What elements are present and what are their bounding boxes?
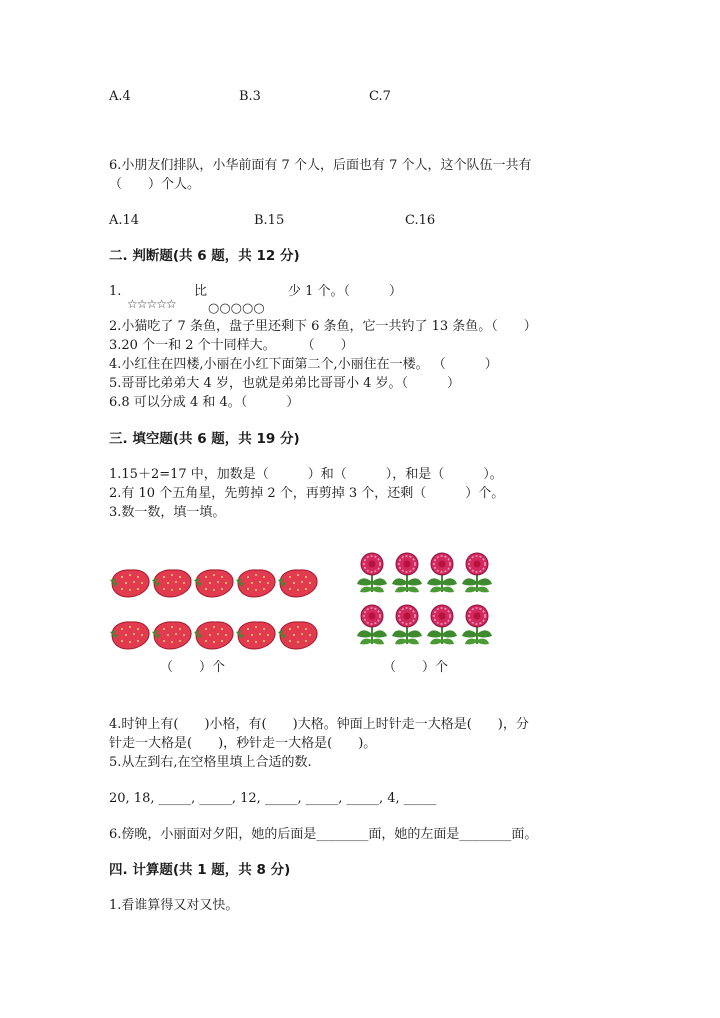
question-6-line1: 6.小朋友们排队，小华前面有 7 个人，后面也有 7 个人，这个队伍一共有 [109, 158, 532, 173]
strawberry-icon [278, 570, 317, 597]
flower-icon [357, 553, 387, 592]
judge-2: 2.小猫吃了 7 条鱼，盘子里还剩下 6 条鱼，它一共钓了 13 条鱼。（ ） [109, 319, 537, 334]
flower-picture [353, 550, 497, 650]
strawberry-icon [236, 570, 275, 597]
strawberry-picture [108, 566, 324, 662]
option-b[interactable]: B.3 [239, 89, 261, 104]
judge-5: 5.哥哥比弟弟大 4 岁，也就是弟弟比哥哥小 4 岁。（ ） [109, 376, 460, 391]
flower-icon [427, 605, 457, 644]
flower-icon [392, 553, 422, 592]
option-a[interactable]: A.14 [109, 213, 140, 228]
judge-4: 4.小红住在四楼,小丽在小红下面第二个,小丽住在一楼。 （ ） [109, 357, 498, 372]
question-6-line2: （ ）个人。 [109, 177, 201, 192]
option-a[interactable]: A.4 [109, 89, 131, 104]
strawberry-icon [152, 622, 191, 649]
judge-3: 3.20 个一和 2 个十同样大。 （ ） [109, 338, 354, 353]
strawberry-count-blank[interactable]: （ ）个 [160, 660, 226, 675]
fill-4-line1: 4.时钟上有( )小格，有( )大格。钟面上时针走一大格是( )，分 [109, 717, 529, 732]
calc-1: 1.看谁算得又对又快。 [109, 898, 239, 913]
flower-icon [462, 605, 492, 644]
stars-icon: ☆☆☆☆☆ [127, 297, 176, 311]
option-c[interactable]: C.16 [405, 213, 436, 228]
section-heading: 四. 计算题(共 1 题，共 8 分) [109, 862, 291, 878]
strawberry-icon [194, 622, 233, 649]
strawberry-icon [278, 622, 317, 649]
judge-1-tail: 少 1 个。（ ） [288, 284, 403, 299]
flower-icon [357, 605, 387, 644]
strawberry-icon [236, 622, 275, 649]
fill-3: 3.数一数，填一填。 [109, 505, 226, 520]
fill-2: 2.有 10 个五角星，先剪掉 2 个，再剪掉 3 个，还剩（ ）个。 [109, 486, 505, 501]
strawberry-icon [194, 570, 233, 597]
circles-icon: ○○○○○ [208, 301, 265, 316]
flower-icon [462, 553, 492, 592]
flower-icon [427, 553, 457, 592]
number-sequence: 20, 18, _____, _____, 12, _____, _____, _____, 4, _____ [109, 791, 437, 806]
judge-6: 6.8 可以分成 4 和 4。（ ） [109, 395, 300, 410]
fill-6: 6.傍晚，小丽面对夕阳，她的后面是________面，她的左面是________面。 [109, 827, 538, 842]
strawberry-icon [152, 570, 191, 597]
flower-count-blank[interactable]: （ ）个 [383, 660, 449, 675]
option-c[interactable]: C.7 [369, 89, 391, 104]
fill-4-line2: 针走一大格是( )，秒针走一大格是( )。 [109, 736, 377, 751]
flower-icon [392, 605, 422, 644]
fill-5: 5.从左到右,在空格里填上合适的数. [109, 755, 312, 770]
section-heading: 三. 填空题(共 6 题，共 19 分) [109, 431, 300, 447]
judge-1-number: 1. [109, 284, 122, 299]
option-b[interactable]: B.15 [254, 213, 285, 228]
strawberry-icon [110, 622, 149, 649]
fill-1: 1.15＋2=17 中，加数是（ ）和（ ），和是（ ）。 [109, 467, 503, 482]
section-heading: 二. 判断题(共 6 题，共 12 分) [109, 248, 300, 264]
strawberry-icon [110, 570, 149, 597]
judge-1-compare: 比 [194, 284, 208, 299]
